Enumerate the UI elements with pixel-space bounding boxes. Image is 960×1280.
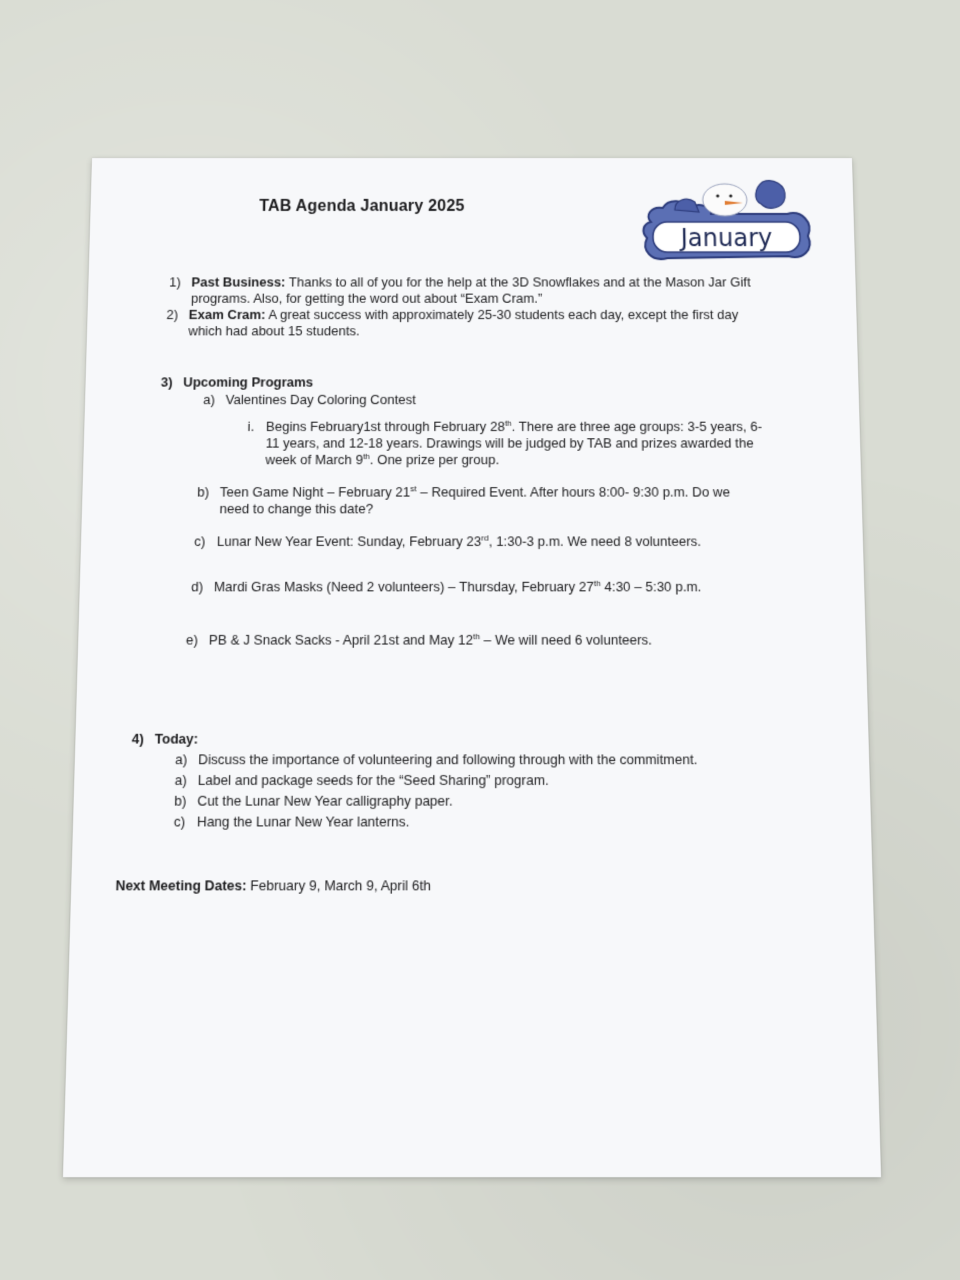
- sub-marker: c): [194, 533, 206, 550]
- today-list-item: [175, 770, 845, 791]
- past-business-item: [169, 274, 816, 306]
- exam-cram-item: [166, 307, 815, 340]
- sub-marker: a): [203, 391, 216, 408]
- sub-marker: b): [174, 792, 187, 809]
- item-number: 1): [169, 274, 182, 290]
- snack-sacks-text: PB & J Snack Sacks - April 21st and May 12: [208, 631, 474, 648]
- next-meeting-text: February 9, March 9, April 6th: [246, 877, 432, 894]
- snowman-head-icon: [702, 184, 747, 216]
- today-list-text: Hang the Lunar New Year lanterns.: [196, 813, 410, 830]
- superscript: th: [473, 631, 481, 642]
- sub-marker: d): [191, 578, 204, 595]
- superscript: th: [593, 578, 601, 588]
- snack-sacks-item: [186, 632, 829, 649]
- badge-text: January: [680, 223, 773, 253]
- today-list-text: Discuss the importance of volunteering and following through with the commitment.: [198, 751, 698, 768]
- today-list-item: [174, 811, 846, 832]
- today-list: [174, 749, 846, 832]
- item-number: 3): [160, 374, 173, 390]
- mardi-gras-text: 4:30 – 5:30 p.m.: [600, 578, 702, 595]
- valentines-detail: [247, 419, 820, 469]
- snack-sacks-text: – We will need 6 volunteers.: [480, 631, 653, 648]
- today-list-text: Label and package seeds for the “Seed Sharing” program.: [197, 771, 549, 789]
- valentines-detail-text: 11 years, and 12-18 years. Drawings will be judged by TAB and prizes awarded the: [265, 435, 754, 451]
- teen-game-night-text-cont: need to change this date?: [219, 500, 374, 517]
- sub-marker: a): [174, 771, 188, 789]
- teen-game-night-text: Teen Game Night – February 21: [219, 484, 411, 500]
- teen-game-night-text: – Required Event. After hours 8:00- 9:30 p.m. Do we: [416, 484, 731, 500]
- valentines-detail-text: . There are three age groups: 3-5 years, 6-: [511, 418, 763, 435]
- lunar-new-year-item: [194, 533, 812, 550]
- valentines-item: [203, 392, 416, 408]
- lunar-new-year-text: Lunar New Year Event: Sunday, February 23: [216, 533, 482, 550]
- upcoming-programs-heading: [161, 374, 314, 390]
- mitten-left-icon: [675, 199, 699, 212]
- lunar-new-year-text: , 1:30-3 p.m. We need 8 volunteers.: [488, 533, 702, 550]
- exam-cram-text: A great success with approximately 25-30 students each day, except the first day: [265, 306, 739, 323]
- today-list-text: Cut the Lunar New Year calligraphy paper.: [197, 792, 453, 809]
- sub-sub-marker: i.: [247, 418, 255, 435]
- today-heading: [132, 731, 199, 748]
- valentines-detail-text: . One prize per group.: [369, 451, 500, 468]
- sub-marker: b): [197, 484, 210, 500]
- superscript: th: [362, 451, 370, 461]
- mardi-gras-item: [191, 579, 831, 596]
- valentines-text: Valentines Day Coloring Contest: [225, 391, 416, 408]
- past-business-label: Past Business:: [191, 274, 286, 290]
- superscript: rd: [481, 532, 489, 543]
- next-meeting-label: Next Meeting Dates:: [115, 877, 247, 894]
- item-number: 4): [131, 730, 145, 747]
- superscript: st: [410, 483, 417, 494]
- valentines-detail-text: week of March 9: [265, 451, 364, 468]
- sub-marker: c): [173, 813, 186, 830]
- today-label: Today:: [154, 730, 199, 747]
- past-business-text: Thanks to all of you for the help at the 3D Snowflakes and at the Mason Jar Gift: [285, 274, 751, 290]
- next-meeting-dates: [115, 877, 790, 895]
- exam-cram-text-cont: which had about 15 students.: [188, 323, 360, 339]
- sub-marker: e): [185, 631, 199, 648]
- mardi-gras-text: Mardi Gras Masks (Need 2 volunteers) – Thursday, February 27: [213, 578, 594, 595]
- superscript: th: [504, 418, 512, 428]
- exam-cram-label: Exam Cram:: [188, 306, 266, 323]
- january-badge: [636, 176, 815, 272]
- sub-marker: a): [175, 751, 188, 768]
- agenda-title: TAB Agenda January 2025: [259, 197, 465, 215]
- upcoming-programs-label: Upcoming Programs: [183, 374, 314, 390]
- teen-game-night-item: [197, 484, 813, 517]
- mitten-icon: [755, 181, 785, 208]
- item-number: 2): [166, 306, 179, 323]
- past-business-text-cont: programs. Also, for getting the word out about “Exam Cram.”: [190, 290, 543, 306]
- today-list-item: [174, 790, 845, 811]
- agenda-paper: [63, 158, 881, 1177]
- today-list-item: [175, 749, 844, 770]
- valentines-detail-text: Begins February1st through February 28: [265, 418, 505, 435]
